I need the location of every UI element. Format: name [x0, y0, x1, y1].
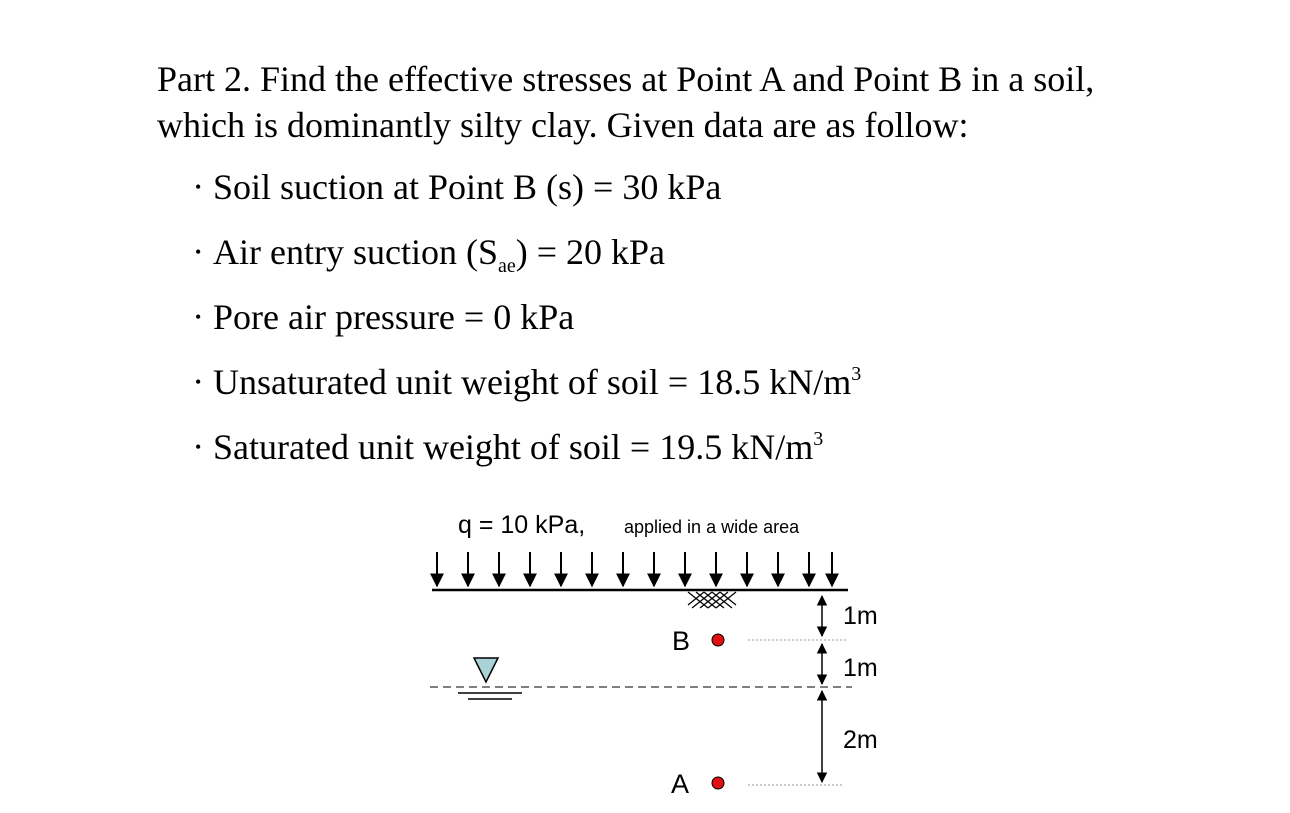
given-pore-air-text: Pore air pressure = 0 kPa: [213, 297, 575, 337]
given-air-entry-post: ) = 20 kPa: [515, 232, 666, 272]
bullet-dot-icon: •: [195, 177, 202, 197]
point-a-label: A: [671, 769, 690, 799]
point-a-marker: [712, 777, 724, 789]
problem-statement: Part 2. Find the effective stresses at Point A and Point B in a soil, which is dominantly silty clay. Given data are as follow:: [157, 59, 1095, 145]
water-table-icon: [474, 658, 498, 682]
point-b-label: B: [672, 626, 691, 656]
bullet-dot-icon: •: [195, 242, 202, 262]
bullet-dot-icon: •: [195, 307, 202, 327]
bullet-dot-icon: •: [195, 372, 202, 392]
given-soil-suction-text: Soil suction at Point B (s) = 30 kPa: [213, 167, 722, 207]
soil-hatch-icon: [688, 592, 736, 608]
given-sat-superscript: 3: [813, 428, 824, 450]
given-air-entry-subscript: ae: [497, 255, 516, 277]
dimension-label-3: 2m: [843, 726, 878, 754]
load-arrows: [437, 552, 832, 586]
point-b-marker: [712, 634, 724, 646]
given-unsat-text: Unsaturated unit weight of soil = 18.5 kN/m: [213, 362, 852, 402]
bullet-dot-icon: •: [195, 437, 202, 457]
given-sat-text: Saturated unit weight of soil = 19.5 kN/m: [213, 427, 814, 467]
load-label: q = 10 kPa,: [458, 511, 586, 539]
dimension-label-2: 1m: [843, 654, 878, 682]
given-air-entry-pre: Air entry suction (S: [213, 232, 498, 272]
load-note: applied in a wide area: [624, 517, 800, 537]
given-unsat-superscript: 3: [851, 363, 862, 385]
dimension-label-1: 1m: [843, 602, 878, 630]
